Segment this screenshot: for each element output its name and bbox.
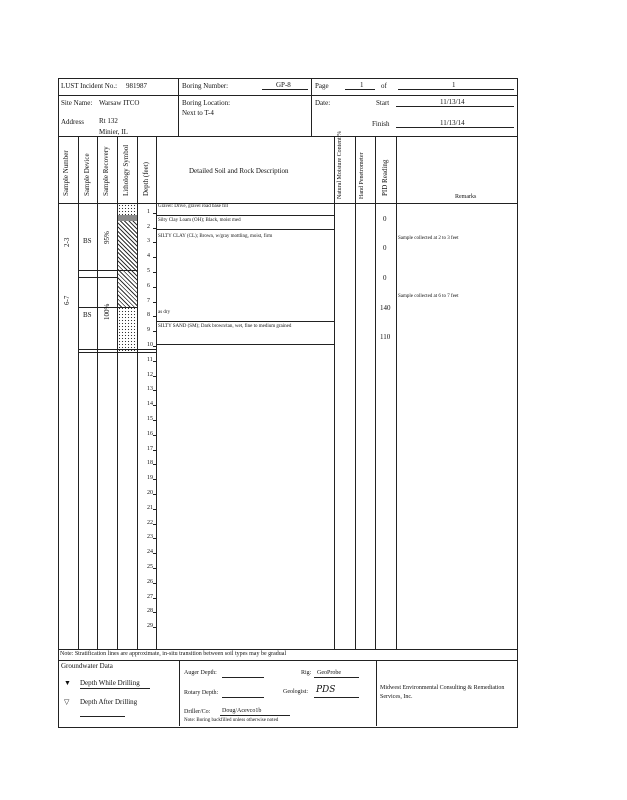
depth-tick-27: 27: [147, 593, 153, 600]
depth-after-drilling-icon: ▽: [64, 698, 70, 706]
depth-tick-14: 14: [147, 401, 153, 408]
depth-tick-28: 28: [147, 608, 153, 615]
sample-2-number: 6-7: [63, 295, 71, 305]
depth-tick-mark: [153, 524, 156, 525]
boring-location-value: Next to T-4: [182, 109, 214, 117]
depth-tick-mark: [153, 331, 156, 332]
depth-tick-11: 11: [147, 356, 153, 363]
boring-location-label: Boring Location:: [182, 99, 231, 107]
depth-tick-26: 26: [147, 578, 153, 585]
address-label: Address: [61, 118, 84, 126]
depth-tick-19: 19: [147, 475, 153, 482]
col-description: Detailed Soil and Rock Description: [189, 167, 289, 175]
depth-tick-2: 2: [147, 223, 150, 230]
depth-tick-mark: [153, 464, 156, 465]
depth-tick-mark: [153, 346, 156, 347]
col-hand-penetrometer: Hand Penetrometer: [359, 152, 365, 199]
address-line2: Minier, IL: [99, 128, 128, 136]
depth-tick-1: 1: [147, 208, 150, 215]
col-sample-recovery: Sample Recovery: [102, 146, 110, 196]
depth-tick-25: 25: [147, 564, 153, 570]
driller-label: Driller/Co:: [184, 709, 211, 715]
of-label: of: [381, 82, 387, 90]
pid-reading-4: 140: [380, 304, 391, 312]
lust-label: LUST Incident No.:: [61, 82, 118, 90]
finish-label: Finish: [372, 120, 390, 128]
company-name: Midwest Environmental Consulting & Remediation Services, Inc.: [380, 685, 505, 700]
depth-tick-4: 4: [147, 253, 150, 260]
col-pid-reading: PID Reading: [381, 159, 389, 196]
depth-tick-10: 10: [147, 342, 153, 348]
address-line1: Rt 132: [99, 117, 118, 125]
remark-2: Sample collected at 6 to 7 feet: [398, 294, 459, 299]
pid-reading-1: 0: [383, 215, 387, 223]
depth-tick-mark: [153, 435, 156, 436]
start-value: 11/13/14: [440, 98, 465, 106]
depth-tick-5: 5: [147, 268, 150, 274]
description-5: SILTY SAND (SM); Dark brown/tan, wet, fine to medium grained: [158, 324, 292, 329]
depth-tick-mark: [153, 376, 156, 377]
depth-tick-mark: [153, 627, 156, 628]
col-lithology-symbol: Lithology Symbol: [122, 144, 130, 196]
boring-note: Note: Boring backfilled unless otherwise noted: [184, 718, 279, 723]
remark-1: Sample collected at 2 to 3 feet: [398, 236, 459, 241]
rig-value: GeoProbe: [317, 670, 341, 676]
depth-tick-mark: [153, 583, 156, 584]
depth-tick-3: 3: [147, 238, 150, 245]
geologist-signature: PDS: [316, 685, 336, 695]
depth-tick-15: 15: [147, 416, 153, 422]
geologist-label: Geologist:: [283, 689, 308, 695]
depth-tick-21: 21: [147, 504, 153, 511]
depth-tick-mark: [153, 553, 156, 554]
depth-tick-17: 17: [147, 445, 153, 452]
rotary-depth-label: Rotary Depth:: [184, 690, 219, 696]
depth-while-drilling: Depth While Drilling: [80, 679, 140, 687]
depth-tick-mark: [153, 494, 156, 495]
sample-1-device: BS: [83, 237, 92, 245]
depth-while-drilling-icon: ▼: [64, 679, 71, 687]
driller-value: Doug/Acevco1b: [222, 708, 262, 714]
depth-tick-18: 18: [147, 460, 153, 467]
col-sample-device: Sample Device: [83, 153, 91, 196]
col-remarks: Remarks: [455, 194, 477, 200]
rig-label: Rig:: [301, 670, 312, 676]
col-natural-moisture: Natural Moisture Content %: [337, 130, 343, 199]
depth-after-drilling: Depth After Drilling: [80, 698, 138, 706]
depth-tick-mark: [153, 479, 156, 480]
depth-tick-12: 12: [147, 371, 153, 378]
depth-tick-16: 16: [147, 430, 153, 437]
site-name-value: Warsaw ITCO: [99, 99, 140, 107]
stratification-note: Note: Stratification lines are approximate, in-situ transition between soil types may be gradual: [60, 651, 287, 657]
page-value: 1: [360, 81, 364, 89]
date-label: Date:: [315, 99, 331, 107]
depth-tick-mark: [153, 568, 156, 569]
depth-tick-mark: [153, 272, 156, 273]
col-depth: Depth (feet): [142, 161, 150, 196]
boring-number-value: GP-8: [276, 81, 291, 89]
pid-reading-3: 0: [383, 274, 387, 282]
description-1: Gravel: Drive, gravel road base fill: [158, 204, 228, 209]
depth-tick-mark: [153, 405, 156, 406]
groundwater-label: Groundwater Data: [61, 662, 113, 670]
sample-2-device: BS: [83, 311, 92, 319]
finish-value: 11/13/14: [440, 119, 465, 127]
sample-1-number: 2-3: [63, 237, 71, 247]
lithology-silty-sand: [118, 307, 137, 351]
depth-tick-23: 23: [147, 534, 153, 541]
depth-tick-mark: [153, 390, 156, 391]
depth-tick-7: 7: [147, 297, 150, 304]
auger-depth-label: Auger Depth:: [184, 670, 217, 676]
description-2: Silty Clay Loam (OH); Black, moist med: [158, 218, 241, 223]
depth-tick-22: 22: [147, 519, 153, 526]
depth-tick-8: 8: [147, 312, 150, 319]
lust-value: 981987: [126, 82, 147, 90]
depth-tick-mark: [153, 509, 156, 510]
pid-reading-5: 110: [380, 333, 391, 341]
description-4: as dry: [158, 310, 171, 315]
page-label: Page: [315, 82, 329, 90]
depth-tick-29: 29: [147, 623, 153, 630]
depth-tick-mark: [153, 361, 156, 362]
depth-tick-6: 6: [147, 282, 150, 289]
start-label: Start: [376, 99, 390, 107]
site-name-label: Site Name:: [61, 99, 93, 107]
depth-tick-24: 24: [147, 549, 153, 556]
description-3: SILTY CLAY (CL); Brown, w/gray mottling, moist, firm: [158, 234, 273, 239]
of-value: 1: [452, 81, 456, 89]
depth-tick-9: 9: [147, 327, 150, 334]
sample-2-recovery: 100%: [103, 303, 111, 320]
col-sample-number: Sample Number: [62, 150, 70, 196]
lithology-gravel: [118, 204, 137, 215]
depth-tick-mark: [153, 598, 156, 599]
depth-tick-mark: [153, 287, 156, 288]
depth-tick-mark: [153, 213, 156, 214]
depth-tick-mark: [153, 538, 156, 539]
depth-tick-13: 13: [147, 386, 153, 393]
sample-1-recovery: 95%: [103, 231, 111, 244]
boring-number-label: Boring Number:: [182, 82, 229, 90]
pid-reading-2: 0: [383, 244, 387, 252]
depth-tick-mark: [153, 612, 156, 613]
depth-tick-mark: [153, 257, 156, 258]
depth-tick-mark: [153, 420, 156, 421]
depth-tick-20: 20: [147, 490, 153, 496]
depth-tick-mark: [153, 316, 156, 317]
depth-tick-mark: [153, 302, 156, 303]
depth-tick-mark: [153, 450, 156, 451]
lithology-silty-clay: [118, 221, 137, 307]
depth-tick-mark: [153, 242, 156, 243]
